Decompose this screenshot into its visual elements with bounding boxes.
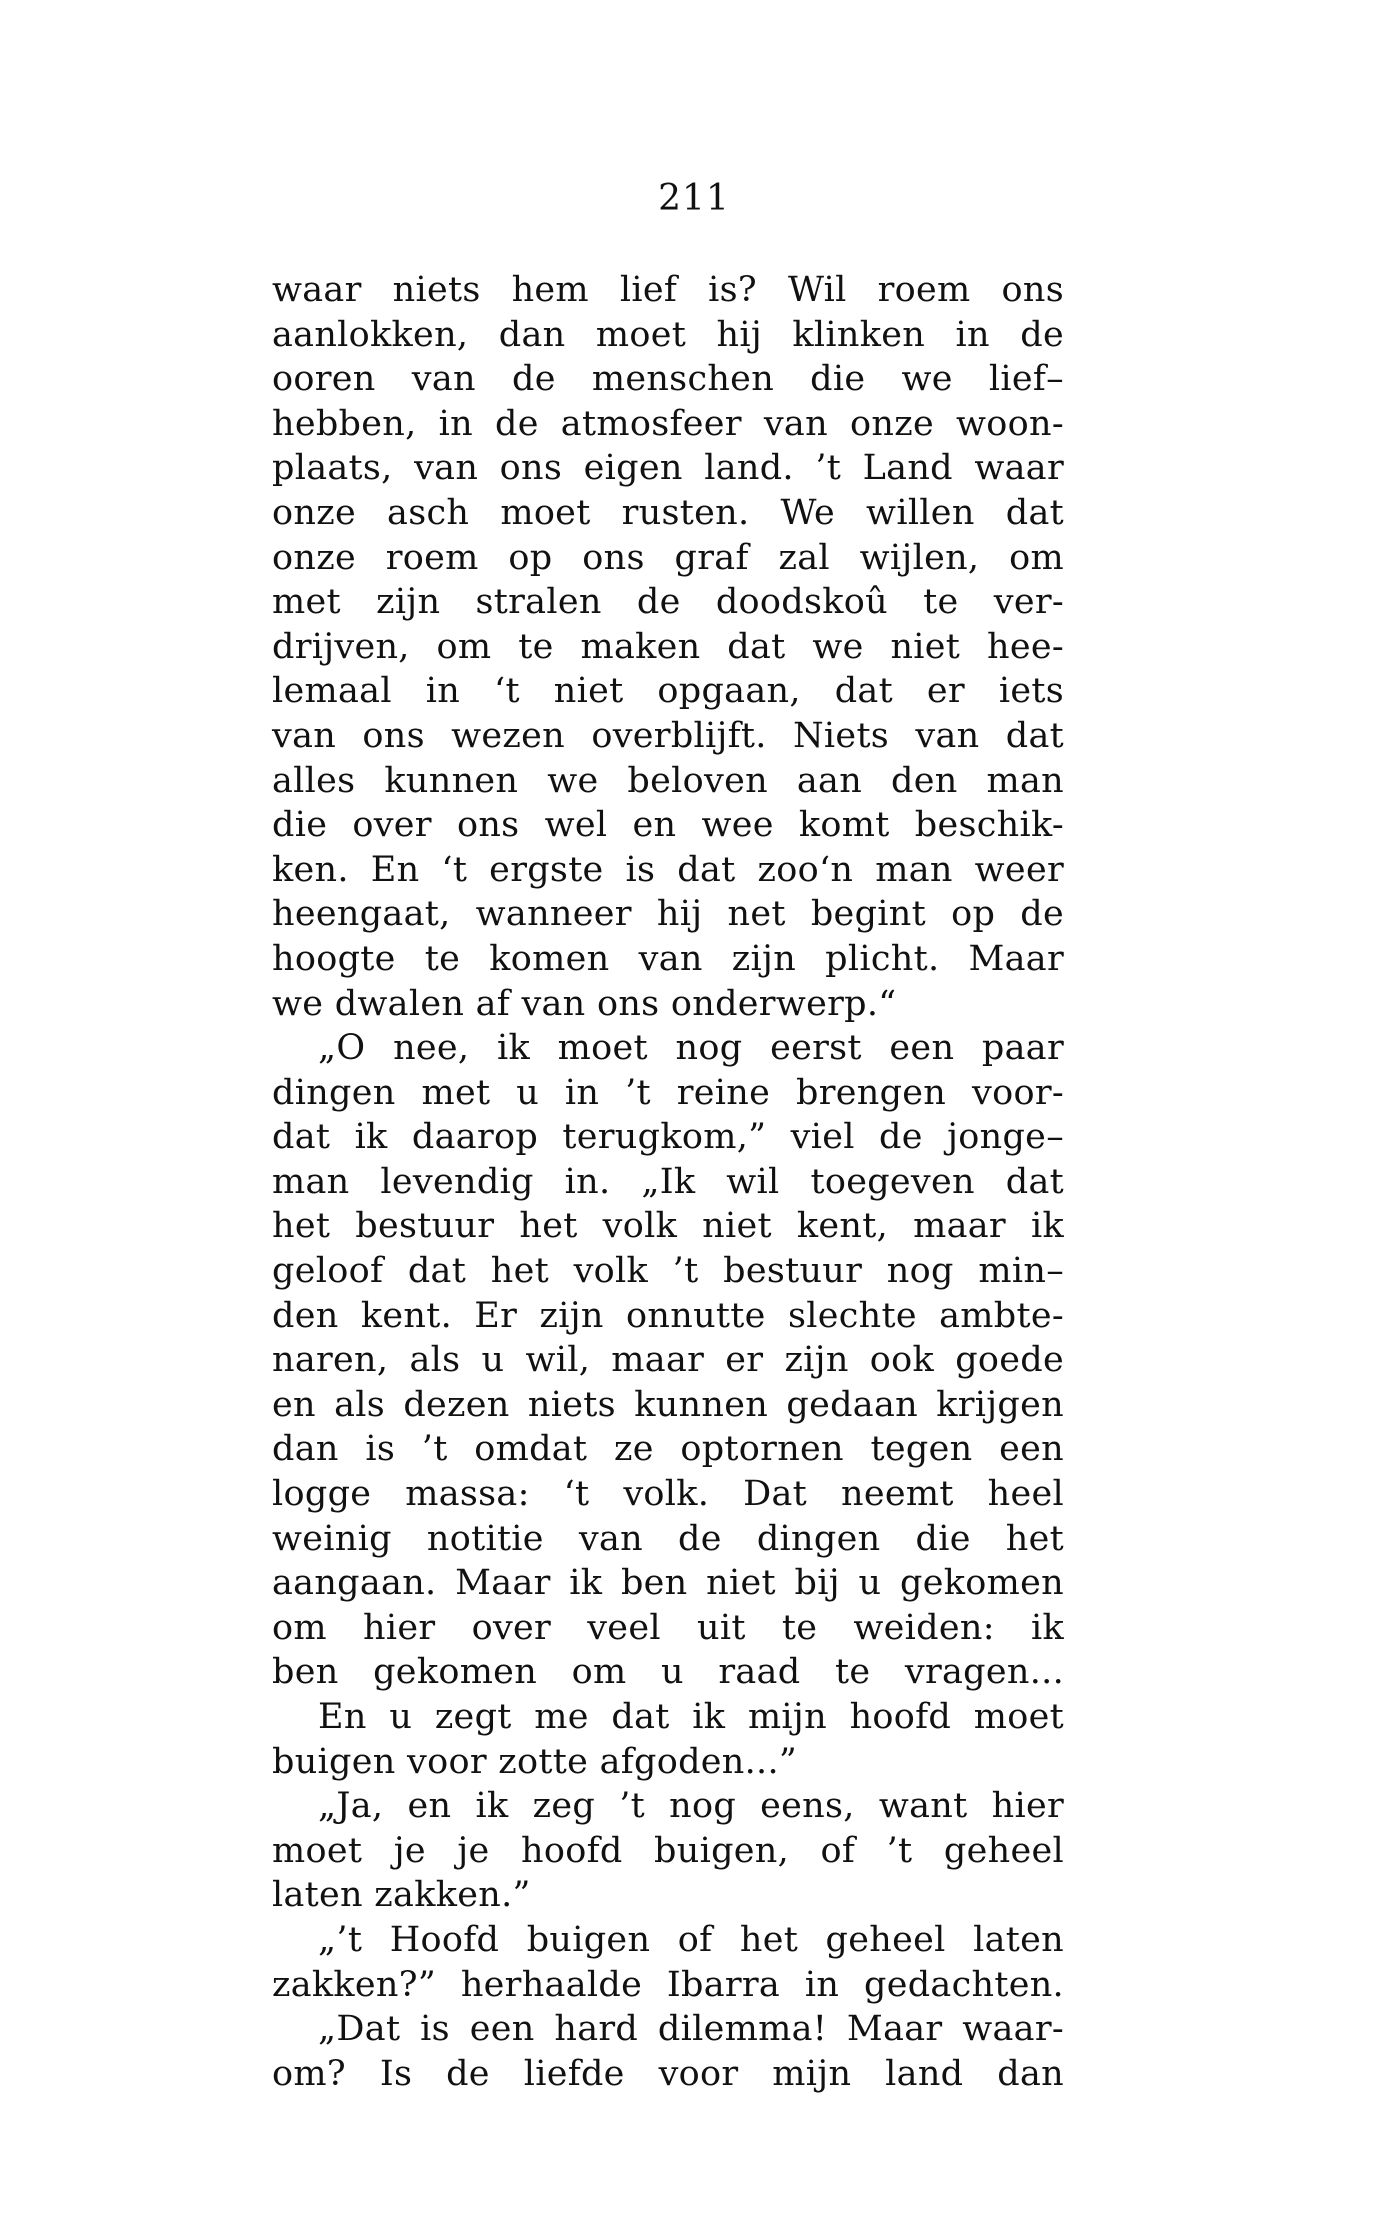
text-line: heengaat, wanneer hij net begint op de [272,894,1064,935]
text-line: zakken?” herhaalde Ibarra in gedachten. [272,1964,1064,2005]
text-line: we dwalen af van ons onderwerp.“ [272,983,897,1024]
text-line: met zijn stralen de doodskoû te ver- [272,582,1064,623]
text-line: van ons wezen overblijft. Niets van dat [272,715,1064,756]
text-line: geloof dat het volk ’t bestuur nog min– [272,1251,1064,1292]
text-line: waar niets hem lief is? Wil roem ons [272,270,1064,310]
text-line: hebben, in de atmosfeer van onze woon- [272,403,1064,444]
text-line: aangaan. Maar ik ben niet bij u gekomen [272,1563,1064,1604]
text-line: drijven, om te maken dat we niet hee- [272,626,1064,667]
text-line: „Dat is een hard dilemma! Maar waar- [318,2009,1064,2050]
text-line: weinig notitie van de dingen die het [272,1518,1064,1559]
text-line: ooren van de menschen die we lief– [272,359,1064,400]
text-line: lemaal in ‘t niet opgaan, dat er iets [272,671,1064,712]
text-line: naren, als u wil, maar er zijn ook goede [272,1340,1064,1381]
text-line: om hier over veel uit te weiden: ik [272,1607,1064,1648]
text-line: om? Is de liefde voor mijn land dan [272,2053,1064,2094]
text-line: moet je je hoofd buigen, of ’t geheel [272,1830,1064,1871]
text-line: en als dezen niets kunnen gedaan krijgen [272,1384,1064,1425]
text-line: die over ons wel en wee komt beschik- [272,805,1064,846]
text-line: En u zegt me dat ik mijn hoofd moet [318,1697,1064,1737]
text-line: alles kunnen we beloven aan den man [272,760,1064,801]
text-line: buigen voor zotte afgoden...” [272,1741,798,1782]
text-line: „O nee, ik moet nog eerst een paar [318,1028,1064,1069]
text-line: ken. En ‘t ergste is dat zoo‘n man weer [272,849,1064,890]
text-line: dat ik daarop terugkom,” viel de jonge– [272,1117,1064,1158]
text-line: het bestuur het volk niet kent, maar ik [272,1206,1064,1247]
text-line: den kent. Er zijn onnutte slechte ambte- [272,1295,1064,1336]
text-line: aanlokken, dan moet hij klinken in de [272,314,1064,355]
text-line: man levendig in. „Ik wil toegeven dat [272,1161,1064,1202]
text-line: „’t Hoofd buigen of het geheel laten [318,1919,1064,1960]
text-line: „Ja, en ik zeg ’t nog eens, want hier [318,1786,1064,1827]
text-line: onze asch moet rusten. We willen dat [272,492,1064,533]
text-line: dingen met u in ’t reine brengen voor- [272,1072,1064,1113]
text-line: hoogte te komen van zijn plicht. Maar [272,938,1064,979]
text-line: plaats, van ons eigen land. ’t Land waar [272,448,1064,489]
text-line: dan is ’t omdat ze optornen tegen een [272,1429,1064,1470]
text-line: laten zakken.” [272,1875,531,1916]
text-line: ben gekomen om u raad te vragen... [272,1652,1064,1693]
text-line: onze roem op ons graf zal wijlen, om [272,537,1064,578]
page-number: 211 [658,178,730,219]
text-line: logge massa: ‘t volk. Dat neemt heel [272,1474,1064,1515]
body-text [272,268,1064,2096]
